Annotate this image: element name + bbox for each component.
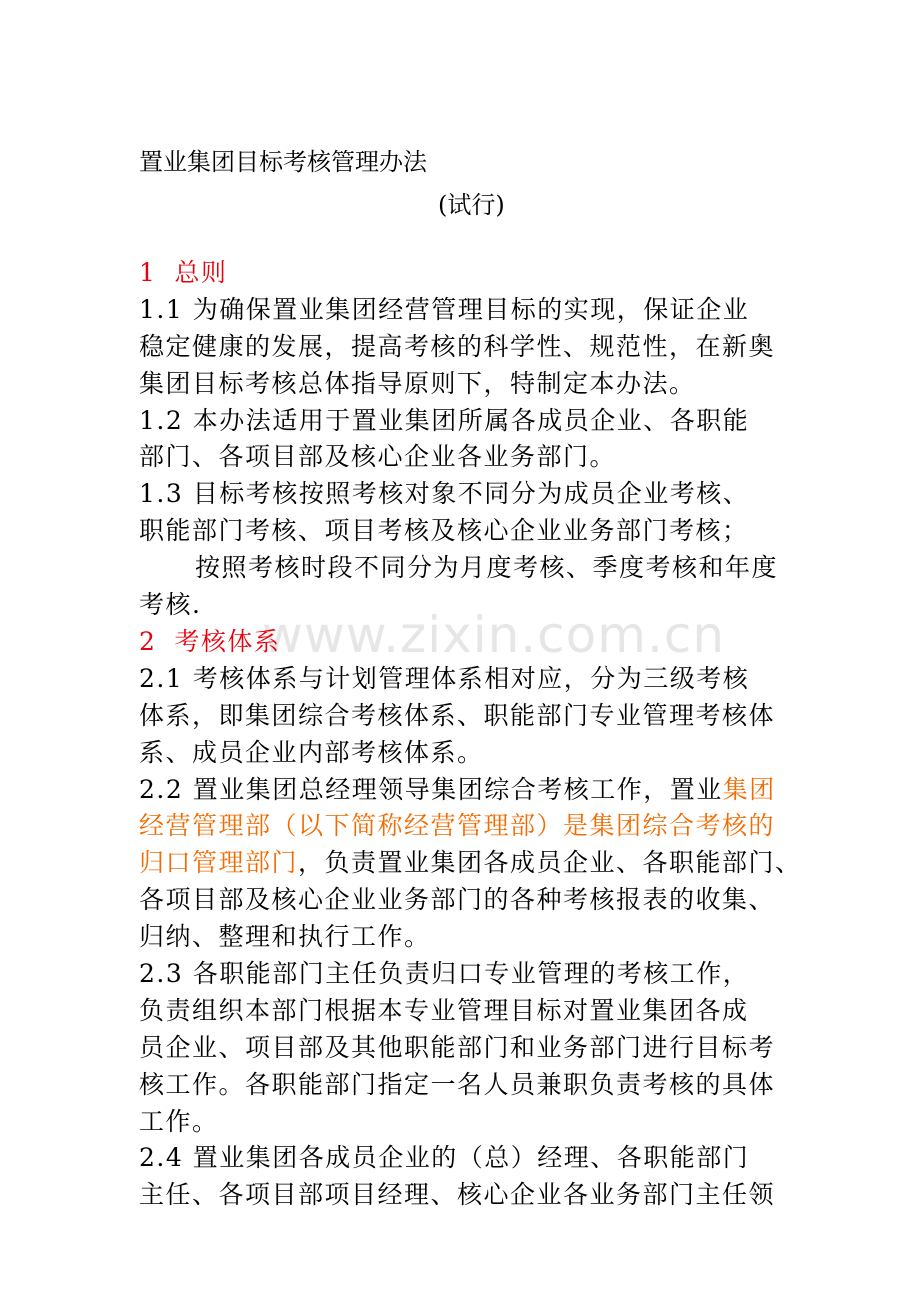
paragraph-line: 2.4 置业集团各成员企业的（总）经理、各职能部门 xyxy=(139,1143,750,1173)
section-2-heading xyxy=(139,624,809,661)
paragraph-line: 体系，即集团综合考核体系、职能部门专业管理考核体 xyxy=(139,700,776,730)
section-2-title: 考核体系 xyxy=(174,627,281,656)
watermark: www.zixin.com.cn xyxy=(262,606,726,664)
paragraph-line: 系、成员企业内部考核体系。 xyxy=(139,737,484,767)
paragraph-line: 1.3 目标考核按照考核对象不同分为成员企业考核、 xyxy=(139,479,750,509)
document-title: 置业集团目标考核管理办法 xyxy=(139,148,427,176)
paragraph-line: 集团目标考核总体指导原则下，特制定本办法。 xyxy=(139,368,696,398)
paragraph-line xyxy=(139,808,809,845)
section-1-title: 总则 xyxy=(174,258,228,287)
paragraph-line: 1.1 为确保置业集团经营管理目标的实现，保证企业 xyxy=(139,294,750,324)
document-subtitle: (试行) xyxy=(438,191,505,219)
paragraph-line: 归纳、整理和执行工作。 xyxy=(139,922,431,952)
paragraph-line xyxy=(139,772,809,809)
p22-highlight: 集团 xyxy=(722,774,776,804)
p22-text: ，负责置业集团各成员企业、各职能部门、 xyxy=(298,848,802,878)
paragraph-line: 主任、各项目部项目经理、核心企业各业务部门主任领 xyxy=(139,1180,776,1210)
section-1-number: 1 xyxy=(139,258,157,287)
paragraph-line: 部门、各项目部及核心企业各业务部门。 xyxy=(139,442,617,472)
section-2-number: 2 xyxy=(139,627,157,656)
paragraph-line xyxy=(139,845,809,882)
section-1 xyxy=(139,255,809,624)
paragraph-line: 员企业、项目部及其他职能部门和业务部门进行目标考 xyxy=(139,1032,776,1062)
paragraph-line: 2.3 各职能部门主任负责归口专业管理的考核工作， xyxy=(139,959,750,989)
paragraph-line: 各项目部及核心企业业务部门的各种考核报表的收集、 xyxy=(139,885,776,915)
paragraph-line: 核工作。各职能部门指定一名人员兼职负责考核的具体 xyxy=(139,1069,776,1099)
p22-text: 2.2 置业集团总经理领导集团综合考核工作，置业 xyxy=(139,774,723,804)
p22-highlight: 经营管理部（以下简称经营管理部）是集团综合考核的 xyxy=(139,811,776,841)
paragraph-line: 工作。 xyxy=(139,1106,219,1136)
paragraph-line: 按照考核时段不同分为月度考核、季度考核和年度 xyxy=(195,553,779,583)
section-2 xyxy=(139,624,809,1214)
paragraph-line: 考核. xyxy=(139,590,202,620)
paragraph-line: 负责组织本部门根据本专业管理目标对置业集团各成 xyxy=(139,995,749,1025)
paragraph-line: 2.1 考核体系与计划管理体系相对应，分为三级考核 xyxy=(139,663,750,693)
p22-highlight: 归口管理部门 xyxy=(139,848,299,878)
section-1-heading xyxy=(139,255,809,292)
paragraph-line: 稳定健康的发展，提高考核的科学性、规范性，在新奥 xyxy=(139,331,776,361)
paragraph-line: 1.2 本办法适用于置业集团所属各成员企业、各职能 xyxy=(139,405,750,435)
paragraph-line: 职能部门考核、项目考核及核心企业业务部门考核； xyxy=(139,516,749,546)
